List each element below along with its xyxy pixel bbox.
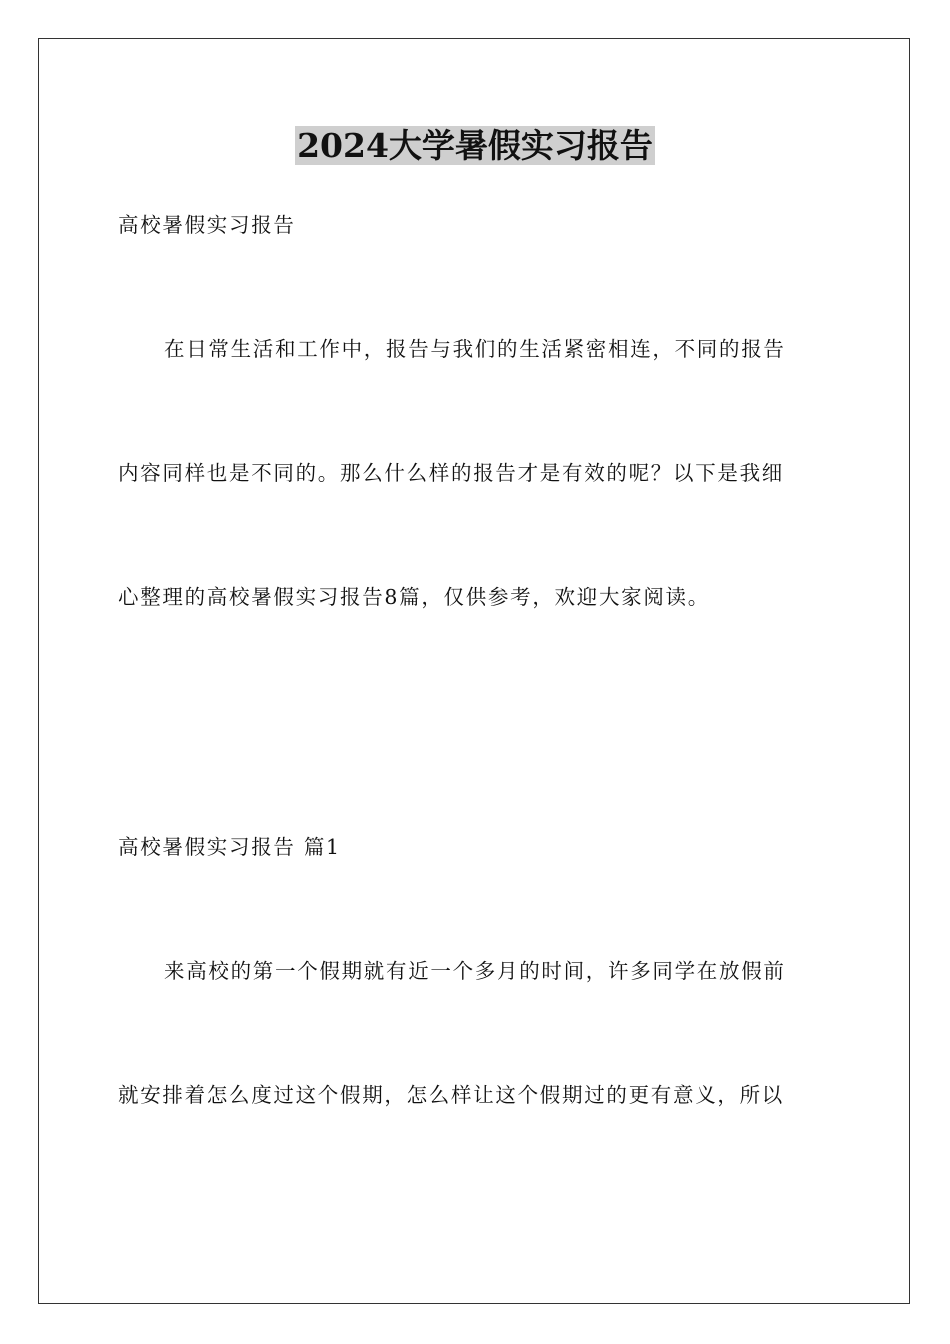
document-title-text: 2024大学暑假实习报告 bbox=[297, 126, 653, 165]
intro-paragraph-line-3: 心整理的高校暑假实习报告8篇，仅供参考，欢迎大家阅读。 bbox=[118, 585, 710, 609]
intro-paragraph-line-1: 在日常生活和工作中，报告与我们的生活紧密相连，不同的报告 bbox=[164, 337, 786, 361]
intro-paragraph-line-2: 内容同样也是不同的。那么什么样的报告才是有效的呢？以下是我细 bbox=[118, 461, 784, 485]
document-subtitle: 高校暑假实习报告 bbox=[118, 213, 296, 237]
section-paragraph-line-2: 就安排着怎么度过这个假期，怎么样让这个假期过的更有意义，所以 bbox=[118, 1083, 784, 1107]
section-paragraph-line-1: 来高校的第一个假期就有近一个多月的时间，许多同学在放假前 bbox=[164, 959, 786, 983]
section-heading: 高校暑假实习报告 篇1 bbox=[118, 835, 341, 859]
document-title bbox=[0, 124, 950, 168]
